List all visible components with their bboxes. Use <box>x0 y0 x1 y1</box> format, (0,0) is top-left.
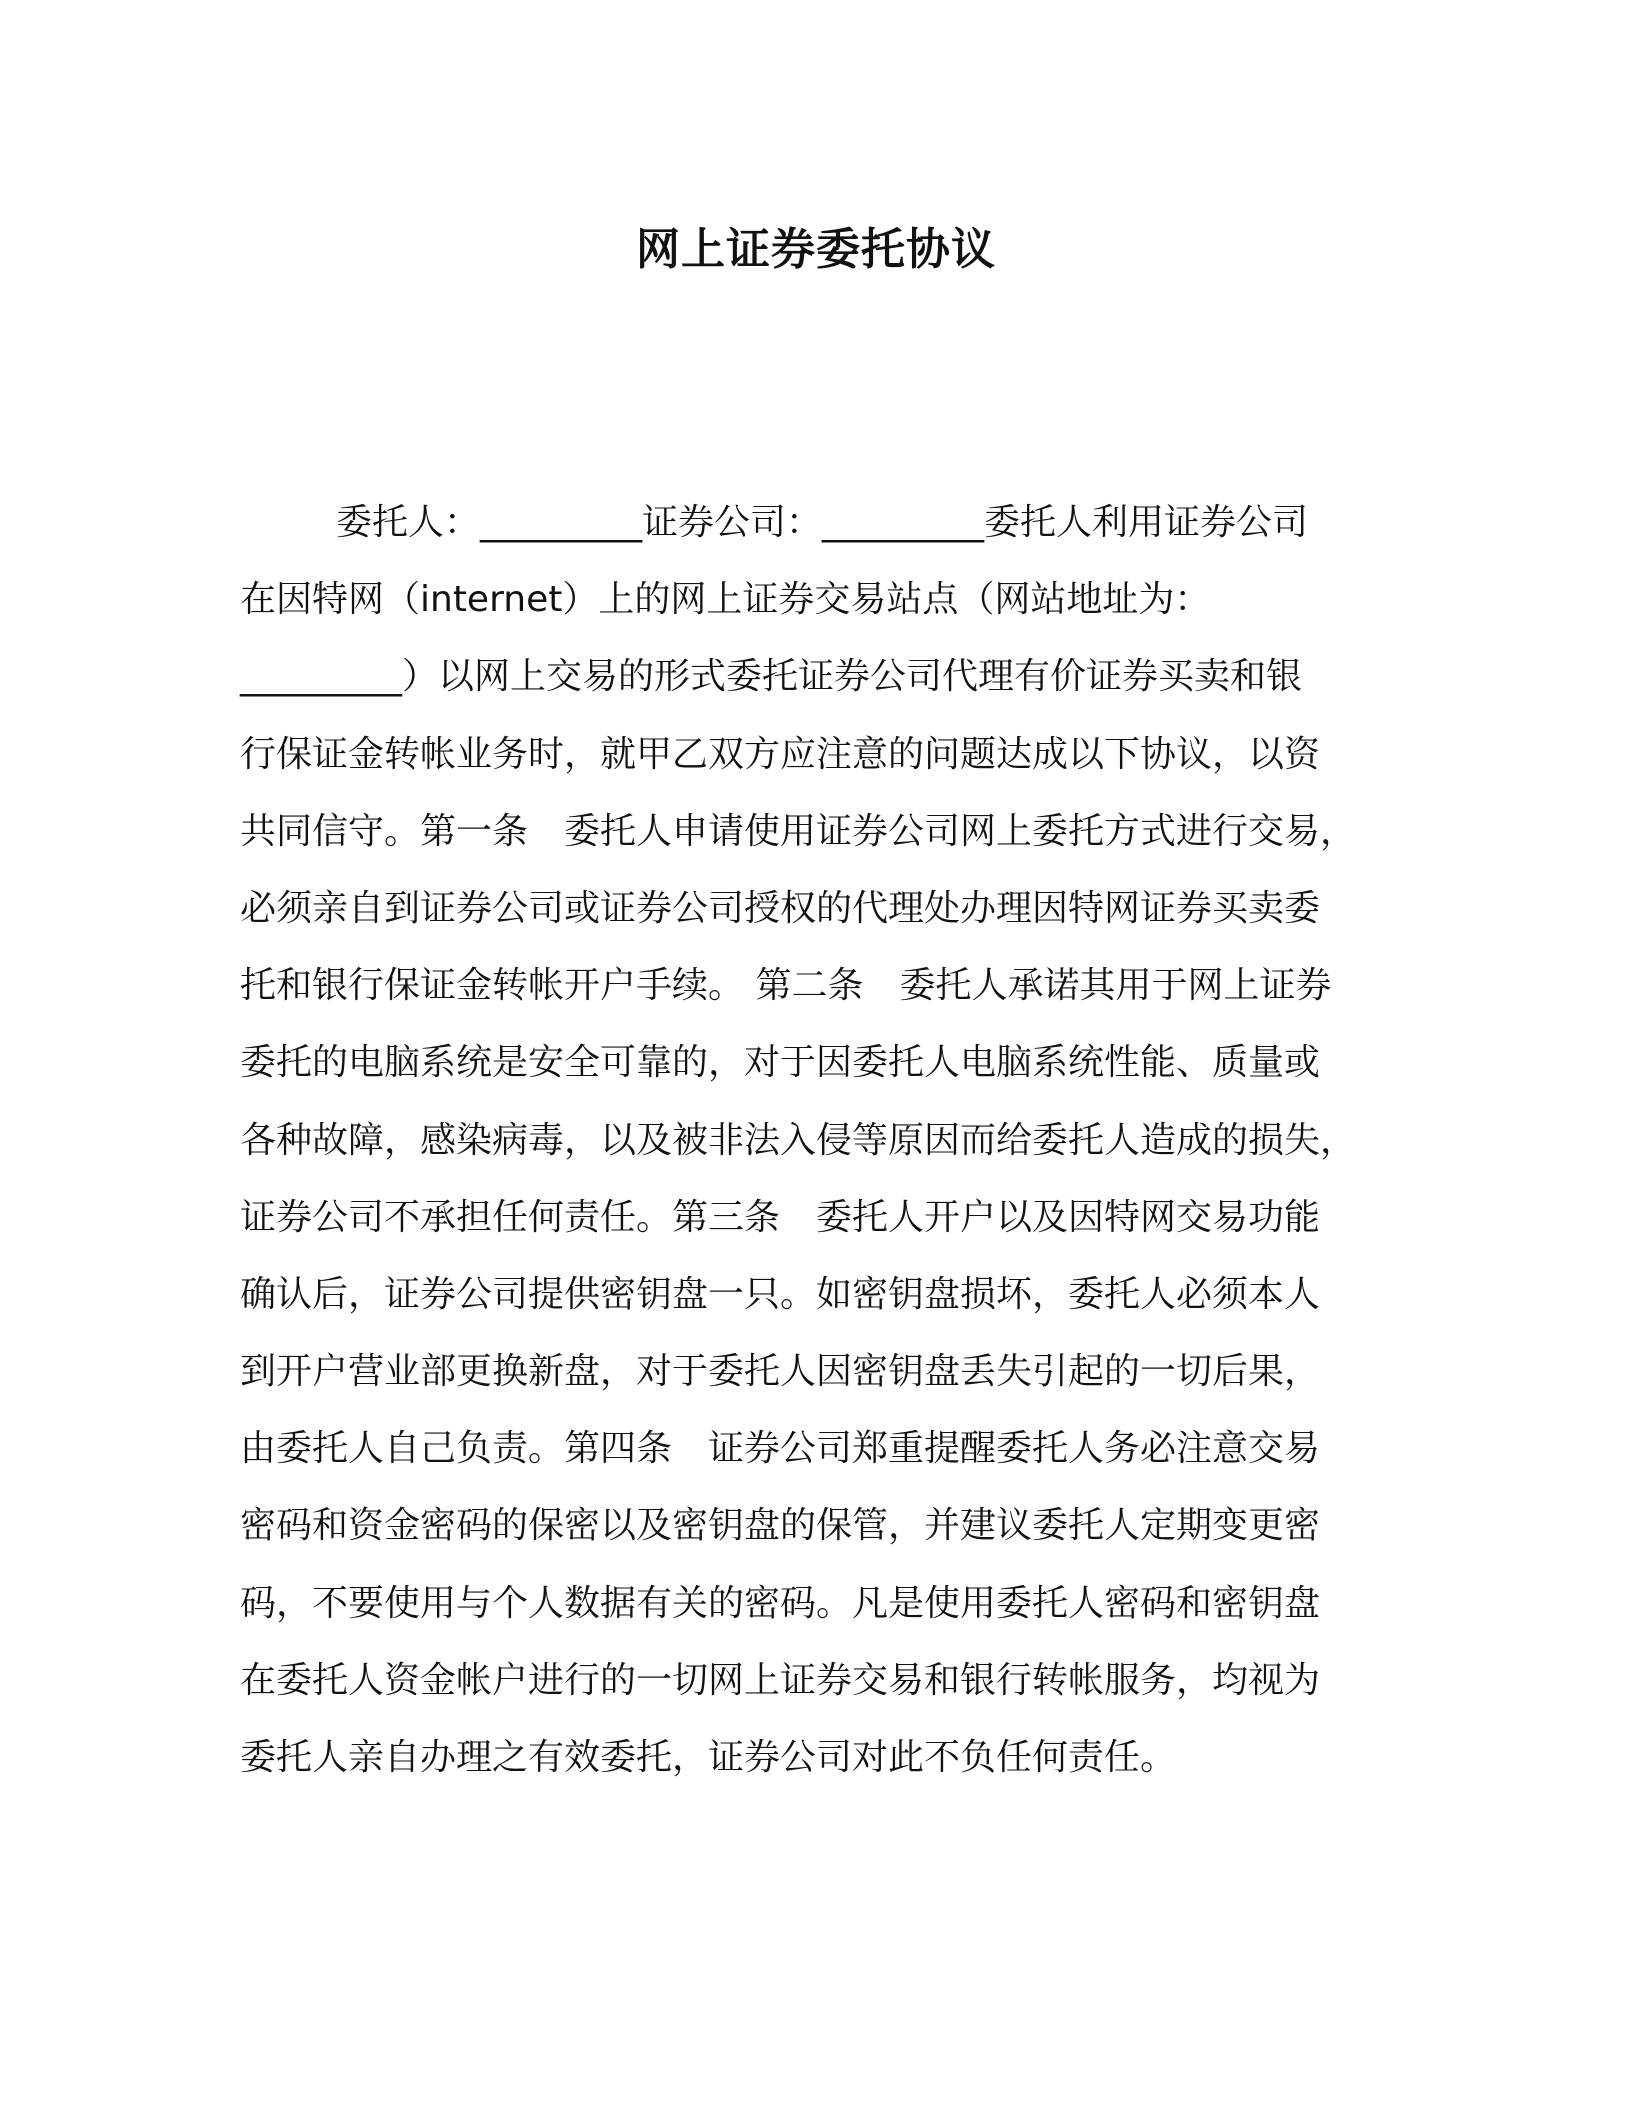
body-line: 在因特网（internet）上的网上证券交易站点（网站地址为： <box>240 579 1211 621</box>
page-title: 网上证券委托协议 <box>636 224 996 275</box>
agreement-body <box>240 484 1390 1796</box>
body-line: 确认后，证券公司提供密钥盘一只。如密钥盘损坏，委托人必须本人 <box>240 1273 1321 1315</box>
body-line: 共同信守。第一条 委托人申请使用证券公司网上委托方式进行交易， <box>240 810 1357 852</box>
body-line: 码，不要使用与个人数据有关的密码。凡是使用委托人密码和密钥盘 <box>240 1582 1321 1624</box>
body-line: 委托人亲自办理之有效委托，证券公司对此不负任何责任。 <box>240 1737 1177 1778</box>
body-line: _________）以网上交易的形式委托证券公司代理有价证券买卖和银 <box>240 656 1303 698</box>
body-line: 行保证金转帐业务时，就甲乙双方应注意的问题达成以下协议，以资 <box>240 733 1321 775</box>
body-line: 到开户营业部更换新盘，对于委托人因密钥盘丢失引起的一切后果， <box>240 1351 1321 1393</box>
body-line: 由委托人自己负责。第四条 证券公司郑重提醒委托人务必注意交易 <box>240 1428 1321 1470</box>
body-line: 各种故障，感染病毒，以及被非法入侵等原因而给委托人造成的损失， <box>240 1119 1357 1161</box>
body-line: 委托的电脑系统是安全可靠的，对于因委托人电脑系统性能、质量或 <box>240 1042 1321 1084</box>
body-line: 托和银行保证金转帐开户手续。 第二条 委托人承诺其用于网上证券 <box>240 965 1332 1007</box>
body-line: 密码和资金密码的保密以及密钥盘的保管，并建议委托人定期变更密 <box>240 1505 1321 1547</box>
body-line: 必须亲自到证券公司或证券公司授权的代理处办理因特网证券买卖委 <box>240 887 1321 929</box>
body-line: 在委托人资金帐户进行的一切网上证券交易和银行转帐服务，均视为 <box>240 1659 1321 1701</box>
body-line: 证券公司不承担任何责任。第三条 委托人开户以及因特网交易功能 <box>240 1196 1321 1238</box>
body-line: 委托人：_________证券公司：_________委托人利用证券公司 <box>336 502 1309 543</box>
